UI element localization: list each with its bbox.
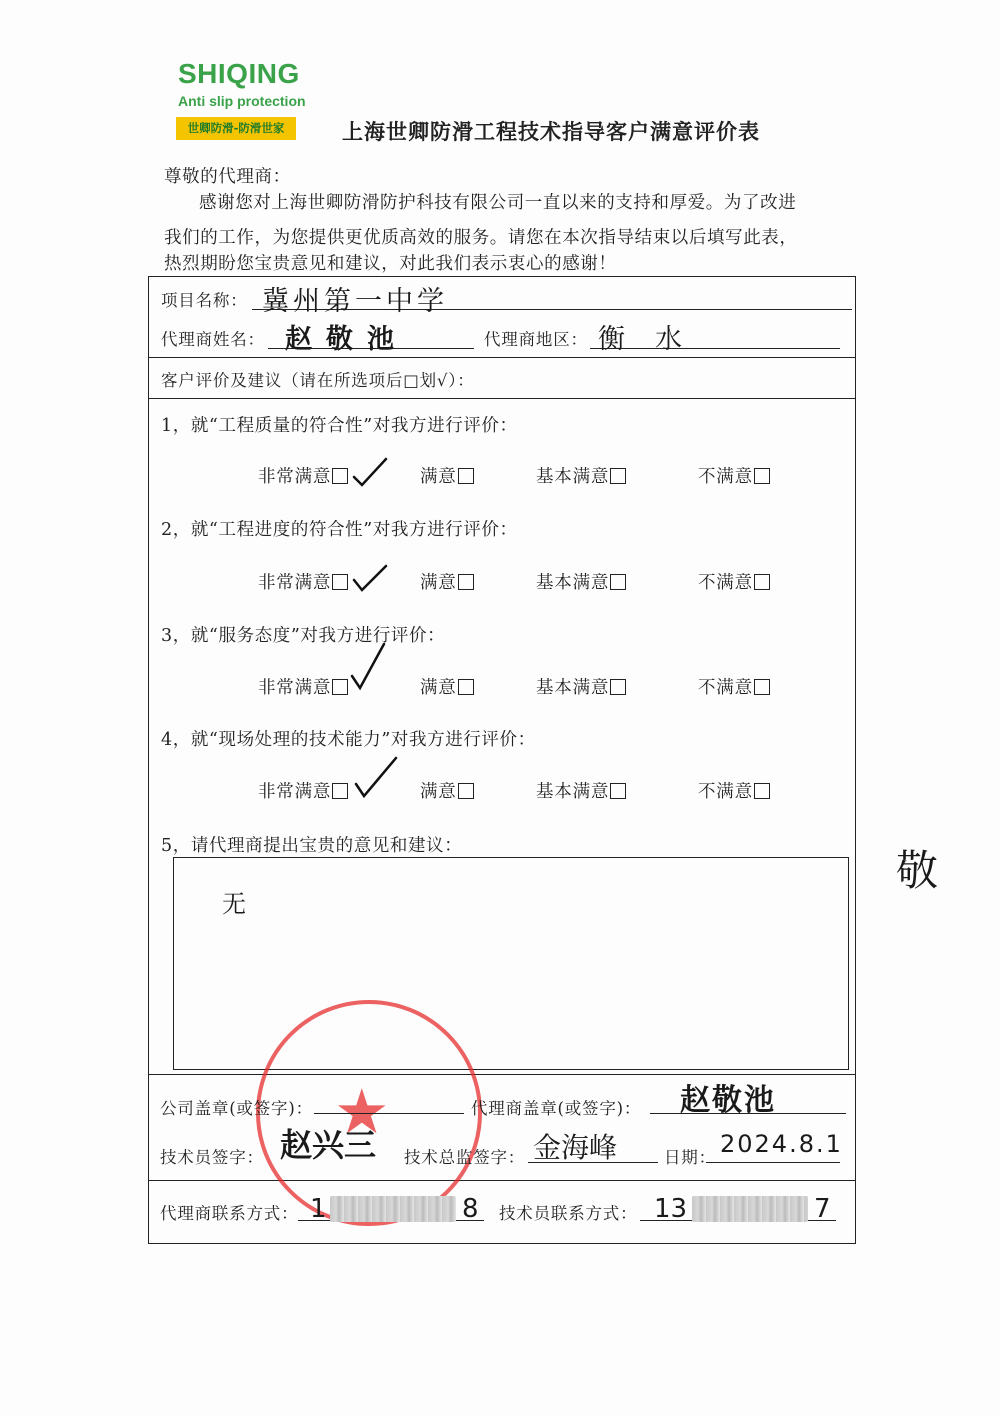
checkbox[interactable] bbox=[458, 468, 474, 484]
q4-option-basic[interactable] bbox=[536, 778, 626, 803]
agent-contact-start: 1 bbox=[310, 1194, 327, 1224]
q3-option-very-satisfied[interactable] bbox=[258, 674, 348, 699]
q2-option-satisfied[interactable] bbox=[420, 569, 474, 594]
agent-name-label: 代理商姓名： bbox=[161, 330, 265, 349]
question-3: 3，就“服务态度”对我方进行评价： bbox=[161, 626, 446, 646]
agent-seal-value[interactable]: 赵敬池 bbox=[680, 1083, 776, 1118]
checkbox[interactable] bbox=[332, 468, 348, 484]
q4-option-satisfied[interactable] bbox=[420, 778, 474, 803]
q2-option-very-satisfied[interactable] bbox=[258, 569, 348, 594]
date-label: 日期： bbox=[664, 1148, 716, 1167]
divider bbox=[148, 357, 856, 358]
option-label: 基本满意 bbox=[536, 467, 610, 487]
option-label: 非常满意 bbox=[258, 782, 332, 802]
option-label: 基本满意 bbox=[536, 678, 610, 698]
project-value[interactable]: 冀州第一中学 bbox=[262, 286, 448, 317]
project-label: 项目名称： bbox=[161, 291, 248, 310]
checkmark-icon bbox=[344, 640, 390, 696]
technician-value[interactable]: 赵兴三 bbox=[280, 1126, 377, 1164]
checkmark-icon bbox=[350, 455, 390, 491]
checkbox[interactable] bbox=[610, 679, 626, 695]
option-label: 满意 bbox=[420, 573, 457, 593]
checkbox[interactable] bbox=[458, 783, 474, 799]
agent-region-value[interactable]: 衡水 bbox=[598, 324, 712, 355]
intro-line-3: 热烈期盼您宝贵意见和建议，对此我们表示衷心的感谢！ bbox=[164, 254, 617, 274]
question-2: 2，就“工程进度的符合性”对我方进行评价： bbox=[161, 520, 518, 540]
seal-star-icon: ★ bbox=[334, 1075, 390, 1148]
option-label: 满意 bbox=[420, 678, 457, 698]
checkbox[interactable] bbox=[754, 574, 770, 590]
checkbox[interactable] bbox=[458, 574, 474, 590]
option-label: 非常满意 bbox=[258, 678, 332, 698]
option-label: 基本满意 bbox=[536, 573, 610, 593]
date-value[interactable]: 2024.8.1 bbox=[720, 1130, 843, 1158]
q2-option-basic[interactable] bbox=[536, 569, 626, 594]
option-label: 不满意 bbox=[698, 573, 753, 593]
q3-option-unsatisfied[interactable] bbox=[698, 674, 770, 699]
question-4: 4，就“现场处理的技术能力”对我方进行评价： bbox=[161, 730, 536, 750]
checkbox[interactable] bbox=[754, 468, 770, 484]
tech-contact-start: 13 bbox=[654, 1194, 688, 1224]
agent-name-value[interactable]: 赵敬池 bbox=[285, 324, 408, 355]
checkbox[interactable] bbox=[610, 783, 626, 799]
supervisor-value[interactable]: 金海峰 bbox=[533, 1131, 618, 1164]
intro-line-2: 我们的工作，为您提供更优质高效的服务。请您在本次指导结束以后填写此表， bbox=[164, 228, 798, 248]
tech-contact-label: 技术员联系方式： bbox=[499, 1204, 638, 1223]
redacted-phone bbox=[692, 1196, 808, 1222]
logo-slogan: 世卿防滑-防滑世家 bbox=[176, 117, 296, 140]
checkmark-icon bbox=[350, 754, 398, 802]
tech-contact-end: 7 bbox=[814, 1194, 831, 1224]
agent-contact-label: 代理商联系方式： bbox=[160, 1204, 299, 1223]
intro-line-1: 感谢您对上海世卿防滑防护科技有限公司一直以来的支持和厚爱。为了改进 bbox=[199, 193, 797, 213]
agent-contact-end: 8 bbox=[462, 1194, 479, 1224]
divider bbox=[148, 398, 856, 399]
suggestion-field[interactable] bbox=[173, 857, 849, 1070]
checkbox[interactable] bbox=[754, 679, 770, 695]
checkmark-icon bbox=[350, 560, 390, 596]
option-label: 基本满意 bbox=[536, 782, 610, 802]
q4-option-very-satisfied[interactable] bbox=[258, 778, 348, 803]
question-1: 1，就“工程质量的符合性”对我方进行评价： bbox=[161, 416, 518, 436]
q3-option-basic[interactable] bbox=[536, 674, 626, 699]
checkbox[interactable] bbox=[458, 679, 474, 695]
company-seal-label: 公司盖章(或签字)： bbox=[160, 1099, 313, 1118]
q3-option-satisfied[interactable] bbox=[420, 674, 474, 699]
option-label: 非常满意 bbox=[258, 573, 332, 593]
company-seal-underline bbox=[314, 1113, 464, 1114]
date-underline bbox=[706, 1162, 840, 1163]
option-label: 满意 bbox=[420, 467, 457, 487]
checkbox[interactable] bbox=[610, 574, 626, 590]
agent-region-label: 代理商地区： bbox=[484, 330, 588, 349]
supervisor-label: 技术总监签字： bbox=[404, 1148, 526, 1167]
checkbox[interactable] bbox=[332, 783, 348, 799]
option-label: 不满意 bbox=[698, 678, 753, 698]
page-title: 上海世卿防滑工程技术指导客户满意评价表 bbox=[342, 119, 760, 144]
q1-option-satisfied[interactable] bbox=[420, 463, 474, 488]
q1-option-very-satisfied[interactable] bbox=[258, 463, 348, 488]
q1-option-unsatisfied[interactable] bbox=[698, 463, 770, 488]
logo-wordmark: SHIQING bbox=[178, 58, 300, 89]
divider bbox=[148, 1180, 856, 1181]
redacted-phone bbox=[330, 1196, 456, 1222]
checkbox[interactable] bbox=[332, 574, 348, 590]
q2-option-unsatisfied[interactable] bbox=[698, 569, 770, 594]
technician-label: 技术员签字： bbox=[160, 1148, 264, 1167]
eval-instruction: 客户评价及建议（请在所选项后□划√）： bbox=[161, 371, 475, 390]
option-label: 非常满意 bbox=[258, 467, 332, 487]
option-label: 不满意 bbox=[698, 467, 753, 487]
checkbox[interactable] bbox=[754, 783, 770, 799]
option-label: 满意 bbox=[420, 782, 457, 802]
q4-option-unsatisfied[interactable] bbox=[698, 778, 770, 803]
suggestion-prompt: 5，请代理商提出宝贵的意见和建议： bbox=[161, 836, 463, 856]
greeting: 尊敬的代理商： bbox=[164, 167, 291, 187]
option-label: 不满意 bbox=[698, 782, 753, 802]
checkbox[interactable] bbox=[610, 468, 626, 484]
margin-note: 敬 bbox=[896, 846, 939, 895]
logo-tagline: Anti slip protection bbox=[178, 93, 306, 109]
q1-option-basic[interactable] bbox=[536, 463, 626, 488]
suggestion-value: 无 bbox=[222, 890, 246, 918]
agent-seal-label: 代理商盖章(或签字)： bbox=[471, 1099, 642, 1118]
